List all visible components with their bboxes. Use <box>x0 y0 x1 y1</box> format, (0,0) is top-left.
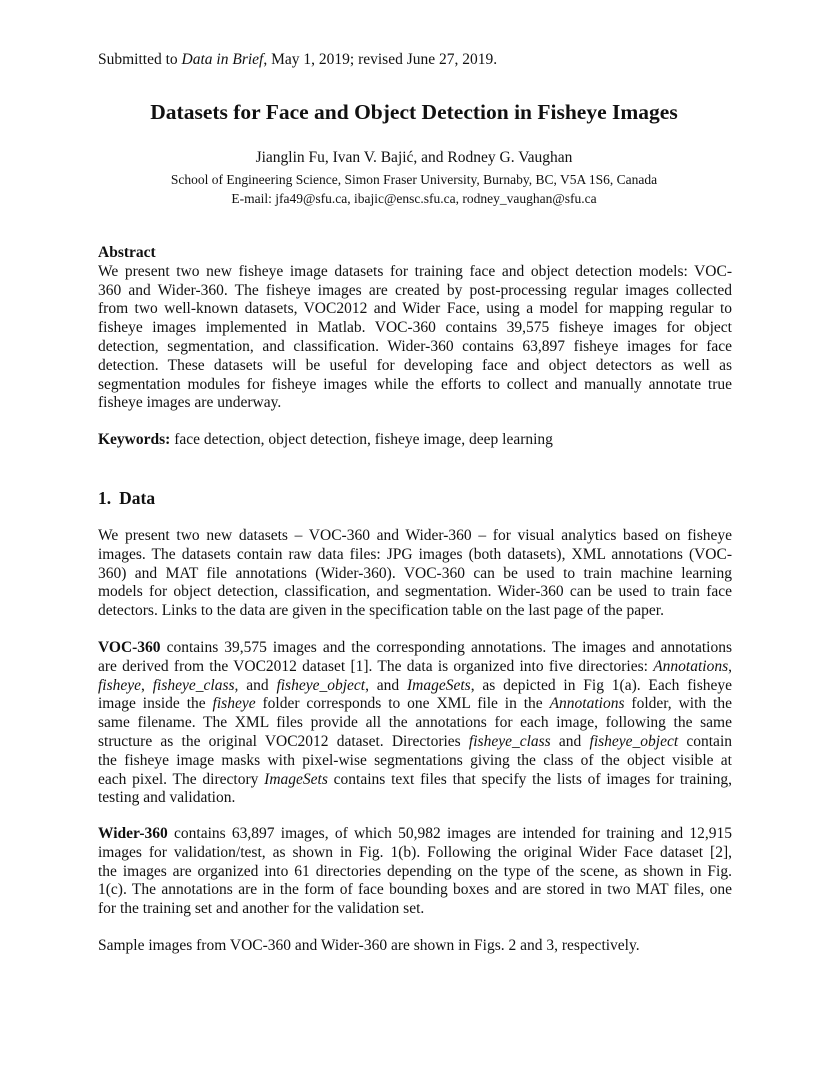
abstract-heading: Abstract <box>98 244 156 261</box>
journal-name: Data in Brief <box>181 51 264 68</box>
paragraph-line: images for validation/test, as shown in Fig. 1(b). Following the original Wider Face dataset [2], <box>98 843 732 861</box>
abstract-line: from two well-known datasets, VOC2012 and Wider Face, using a model for mapping regular to <box>98 300 732 318</box>
paragraph-line: VOC-360 contains 39,575 images and the corresponding annotations. The images and annotations <box>98 639 732 656</box>
keywords <box>98 431 732 450</box>
paragraph-line: We present two new datasets – VOC-360 and Wider-360 – for visual analytics based on fisheye <box>98 527 732 544</box>
voc360-paragraph <box>98 639 732 808</box>
data-paragraph-intro <box>98 527 732 621</box>
keywords-text: face detection, object detection, fisheye image, deep learning <box>170 431 553 448</box>
submission-prefix: Submitted to <box>98 51 182 68</box>
paragraph-line: detectors. Links to the data are given in the specification table on the last page of the paper. <box>98 602 664 620</box>
abstract-line: We present two new fisheye image datasets for training face and object detection models: VOC- <box>98 262 732 280</box>
paragraph-line: structure as the original VOC2012 dataset. Directories fisheye_class and fisheye_object contain <box>98 732 732 750</box>
paragraph-line: image inside the fisheye folder corresponds to one XML file in the Annotations folder, with the <box>98 695 732 713</box>
keywords-label: Keywords: <box>98 431 171 448</box>
section-title: Data <box>119 488 156 508</box>
abstract-line: segmentation modules for fisheye images while the efforts to collect and manually annotate true <box>98 375 732 393</box>
abstract-line: fisheye images implemented in Matlab. VOC-360 contains 39,575 fisheye images for object <box>98 319 732 337</box>
samples-paragraph <box>98 937 732 956</box>
paragraph-line: the images are organized into 61 directories depending on the type of the scene, as shown in Fig. <box>98 862 732 880</box>
abstract <box>98 244 732 413</box>
paragraph-line: fisheye, fisheye_class, and fisheye_object, and ImageSets, as depicted in Fig 1(a). Each fisheye <box>98 676 732 694</box>
abstract-line: detection, segmentation, and classification. Wider-360 contains 63,897 fisheye images for face <box>98 337 732 355</box>
contact-email: E-mail: jfa49@sfu.ca, ibajic@ensc.sfu.ca, rodney_vaughan@sfu.ca <box>231 191 597 206</box>
paragraph-line: each pixel. The directory ImageSets contains text files that specify the lists of images for training, <box>98 770 732 788</box>
paragraph-line: models for object detection, classification, and segmentation. Wider-360 can be used to train face <box>98 583 732 601</box>
section-heading <box>98 487 155 509</box>
paper-title: Datasets for Face and Object Detection in Fisheye Images <box>150 100 678 124</box>
voc360-term: VOC-360 <box>98 639 161 656</box>
section-number: 1. <box>98 488 112 508</box>
affiliation: School of Engineering Science, Simon Fraser University, Burnaby, BC, V5A 1S6, Canada <box>170 172 658 187</box>
paragraph-line: Sample images from VOC-360 and Wider-360 are shown in Figs. 2 and 3, respectively. <box>98 937 640 954</box>
submission-dates: , May 1, 2019; revised June 27, 2019. <box>263 51 498 68</box>
paragraph-line: for the training set and another for the validation set. <box>98 900 425 918</box>
wider360-paragraph <box>98 825 732 919</box>
paragraph-line: the fisheye image masks with pixel-wise segmentations giving the class of the object visible at <box>98 751 732 769</box>
submission-note <box>98 50 497 70</box>
paragraph-line: testing and validation. <box>98 789 236 807</box>
abstract-line: fisheye images are underway. <box>98 394 282 412</box>
paragraph-line: 360) and MAT file annotations (Wider-360). VOC-360 can be used to train machine learning <box>98 564 732 582</box>
abstract-line: 360 and Wider-360. The fisheye images are created by post-processing regular images collected <box>98 281 732 299</box>
abstract-line: detection. These datasets will be useful for developing face and object detectors as well as <box>98 356 732 374</box>
paragraph-line: Wider-360 contains 63,897 images, of which 50,982 images are intended for training and 12,915 <box>98 825 732 842</box>
paragraph-line: are derived from the VOC2012 dataset [1]. The data is organized into five directories: Annotations, <box>98 657 732 675</box>
paragraph-line: images. The datasets contain raw data files: JPG images (both datasets), XML annotations (VOC- <box>98 545 732 563</box>
paragraph-line: same filename. The XML files provide all the annotations for each image, following the same <box>98 714 732 732</box>
wider360-term: Wider-360 <box>98 825 168 842</box>
paragraph-line: 1(c). The annotations are in the form of face bounding boxes and are stored in two MAT files, one <box>98 881 732 899</box>
author-list: Jianglin Fu, Ivan V. Bajić, and Rodney G. Vaughan <box>255 149 573 166</box>
